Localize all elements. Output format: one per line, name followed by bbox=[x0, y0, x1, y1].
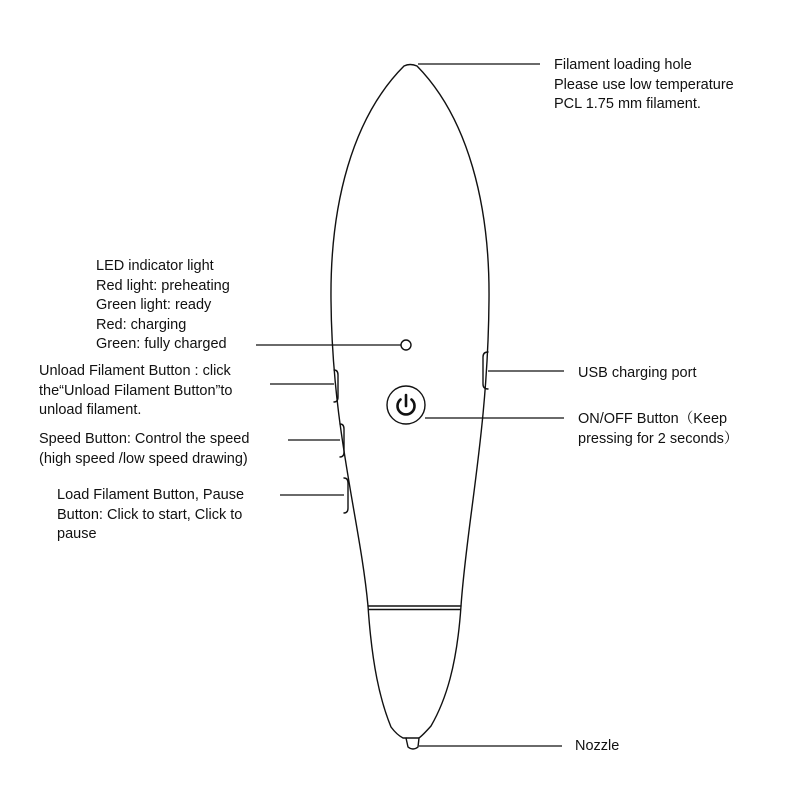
label-line: Load Filament Button, Pause bbox=[57, 487, 245, 503]
label-line: pause bbox=[57, 526, 97, 542]
label-line: (high speed /low speed drawing) bbox=[39, 450, 248, 467]
label-line: Speed Button: Control the speed bbox=[39, 431, 250, 447]
label-line: Nozzle bbox=[575, 738, 620, 754]
label-line: ON/OFF Button（Keep bbox=[578, 411, 728, 427]
label-line: Filament loading hole bbox=[554, 57, 692, 73]
label-speed-button bbox=[39, 430, 249, 469]
nozzle-tip bbox=[406, 738, 419, 749]
label-line: PCL 1.75 mm filament. bbox=[554, 96, 701, 112]
led-indicator bbox=[401, 340, 411, 350]
label-line: LED indicator light bbox=[96, 258, 214, 274]
label-filament-hole bbox=[554, 56, 734, 115]
label-line: USB charging port bbox=[578, 365, 697, 381]
label-usb-port bbox=[578, 364, 696, 384]
label-line: Green: fully charged bbox=[96, 336, 227, 352]
label-onoff-button bbox=[578, 410, 738, 449]
label-line: Unload Filament Button : click bbox=[39, 363, 231, 379]
label-load-button bbox=[57, 486, 244, 545]
label-line: Red: charging bbox=[96, 316, 187, 333]
label-line: the“Unload Filament Button”to bbox=[39, 382, 233, 399]
label-line: Red light: preheating bbox=[96, 277, 230, 294]
label-nozzle bbox=[575, 737, 619, 757]
label-led bbox=[96, 257, 230, 355]
label-line: Please use low temperature bbox=[554, 76, 734, 93]
label-unload-button bbox=[39, 362, 232, 421]
label-line: pressing for 2 seconds） bbox=[578, 430, 739, 447]
label-line: unload filament. bbox=[39, 402, 142, 418]
label-line: Button: Click to start, Click to bbox=[57, 506, 243, 523]
pen-body-outline bbox=[331, 65, 489, 739]
load-button-shape bbox=[344, 478, 348, 513]
power-icon bbox=[398, 395, 415, 414]
label-line: Green light: ready bbox=[96, 297, 212, 313]
